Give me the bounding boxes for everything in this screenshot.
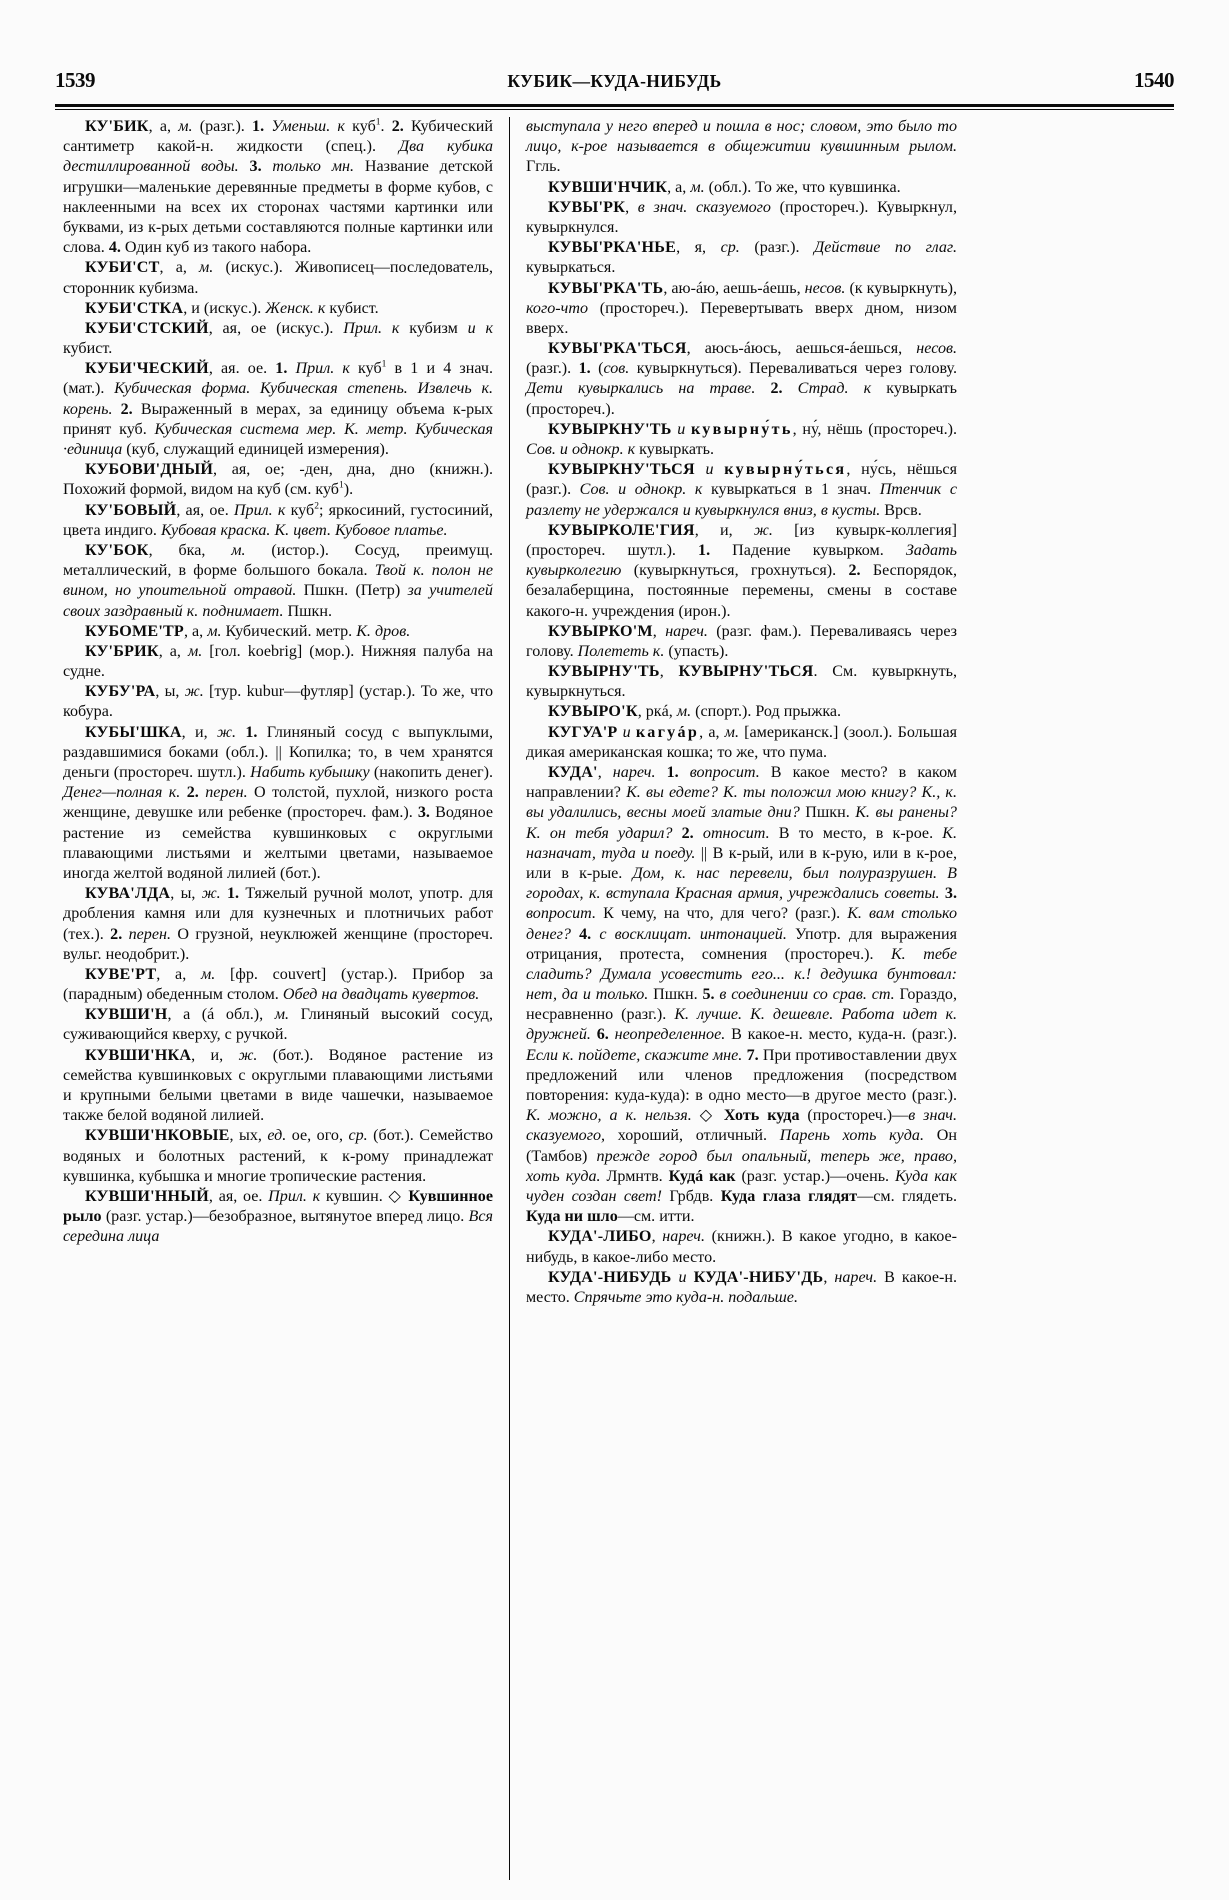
dictionary-entry: КУВШИ'НКА, и, ж. (бот.). Водяное растение из семейства кувшинковых с округлыми плавающими листьями и крупными белыми цветами в виде чашечки, называемое также белой водяной лилией. xyxy=(63,1046,493,1125)
dictionary-entry: КУВЫРО'К, ркá, м. (спорт.). Род прыжка. xyxy=(548,703,842,721)
dictionary-entry: КУВЫРКНУ'ТЬСЯ и кувырну́ться, ну́сь, нёшься (разг.). Сов. и однокр. к кувыркаться в 1 знач. Птенчик с разлету не удержался и кувыркнулся вниз, в кусты. Врсв. xyxy=(526,461,958,519)
header-rule-thin xyxy=(55,109,1174,110)
dictionary-entry: КУ'БРИК, а, м. [гол. koebrig] (мор.). Нижняя палуба на судне. xyxy=(63,642,493,681)
dictionary-entry: КУВЫРНУ'ТЬ, КУВЫРНУ'ТЬСЯ. См. кувыркнуть, кувыркнуться. xyxy=(526,663,958,701)
dictionary-entry: КУБУ'РА, ы, ж. [тур. kubur—футляр] (устар.). То же, что кобура. xyxy=(63,683,493,721)
folio-right: 1540 xyxy=(1133,68,1174,92)
running-head xyxy=(55,68,1174,102)
dictionary-entry: КУВЫ'РКА'НЬЕ, я, ср. (разг.). Действие по глаг. кувыркаться. xyxy=(526,239,957,277)
column-right xyxy=(510,117,965,1880)
dictionary-entry: КУВЫ'РК, в знач. сказуемого (простореч.). Кувыркнул, кувыркнулся. xyxy=(526,198,957,236)
header-rule-thick xyxy=(55,104,1174,107)
folio-left: 1539 xyxy=(55,68,95,92)
running-title: КУБИК—КУДА-НИБУДЬ xyxy=(507,71,722,91)
dictionary-entry: КУВШИ'ННЫЙ, ая, ое. Прил. к кувшин. ◇ Кувшинное рыло (разг. устар.)—безобразное, вытянутое вперед лицо. Вся середина лица xyxy=(63,1187,493,1246)
dictionary-entry: КУВЫРКО'М, нареч. (разг. фам.). Переваливаясь через голову. Полететь к. (упасть). xyxy=(526,622,958,660)
dictionary-entry: КУБИ'СТСКИЙ, ая, ое (искус.). Прил. к кубизм и к кубист. xyxy=(63,319,494,358)
dictionary-entry: КУВЫ'РКА'ТЬ, аю-áю, аешь-áешь, несов. (к кувыркнуть), кого-что (простореч.). Перевертывать вверх дном, низом вверх. xyxy=(526,279,958,337)
dictionary-entry: КУБИ'СТКА, и (искус.). Женск. к кубист. xyxy=(85,299,379,317)
dictionary-entry: КУВШИ'Н, а (á обл.), м. Глиняный высокий сосуд, суживающийся кверху, с ручкой. xyxy=(63,1006,493,1044)
dictionary-entry: КУВШИ'НЧИК, а, м. (обл.). То же, что кувшинка. xyxy=(548,178,901,196)
dictionary-entry: КУВА'ЛДА, ы, ж. 1. Тяжелый ручной молот, употр. для дробления камня или для кузнечных и плотничьих работ (тех.). 2. перен. О грузной, неуклюжей женщине (простореч. вульг. неодобрит.). xyxy=(63,885,493,963)
dictionary-entry: КУДА', нареч. 1. вопросит. В какое место? в каком направлении? К. вы едете? К. ты положил мою книгу? К., к. вы удалились, весны моей златые дни? Пшкн. К. вы ранены? К. он тебя ударил? 2. относит. В то место, в к-рое. К. назначат, туда и поеду. || В к-рый, или в к-рую, или в к-рое, или в к-рые. Дом, к. нас перевели, был полуразрушен. В городах, к. вступала Красная армия, учреждались советы. 3. вопросит. К чему, на что, для чего? (разг.). К. вам столько денег? 4. с восклицат. интонацией. Употр. для выражения отрицания, протеста, сомнения (простореч.). К. тебе сладить? Думала усовестить его... к.! дедушка бунтовал: нет, да и только. Пшкн. 5. в соединении со срав. ст. Гораздо, несравненно (разг.). К. лучше. К. дешевле. Работа идет к. дружней. 6. неопределенное. В какое-н. место, куда-н. (разг.). Если к. пойдете, скажите мне. 7. При противоставлении двух предложений или членов предложения (посредством повторения: куда-куда): в одно место—в другое место (разг.). К. можно, а к. нельзя. ◇ Хоть куда (простореч.)—в знач. сказуемого, хороший, отличный. Парень хоть куда. Он (Тамбов) прежде город был опальный, теперь же, право, хоть куда. Лрмнтв. Кудá как (разг. устар.)—очень. Куда как чуден создан свет! Грбдв. Куда глаза глядят—см. глядеть. Куда ни шло—см. итти. xyxy=(526,764,958,1226)
dictionary-entry: КУБОМЕ'ТР, а, м. Кубический. метр. К. дров. xyxy=(85,622,411,640)
header-rule xyxy=(55,104,1174,110)
dictionary-entry: КУВЫ'РКА'ТЬСЯ, аюсь-áюсь, аешься-áешься, несов. (разг.). 1. (сов. кувыркнуться). Переваливаться через голову. Дети кувыркались на траве. 2. Страд. к кувыркать (простореч.). xyxy=(526,340,958,418)
dictionary-entry: КУ'БОК, бка, м. (истор.). Сосуд, преимущ. металлический, в форме большого бокала. Твой к. полон не вином, но упоительной отравой. Пшкн. (Петр) за учителей своих заздравный к. поднимает. Пшкн. xyxy=(63,541,493,620)
dictionary-entry: КУДА'-ЛИБО, нареч. (книжн.). В какое угодно, в какое-нибудь, в какое-либо место. xyxy=(526,1228,958,1266)
dictionary-entry: КУБОВИ'ДНЫЙ, ая, ое; -ден, дна, дно (книжн.). Похожий формой, видом на куб (см. куб$^1$). xyxy=(63,461,493,499)
dictionary-entry: КУБИ'СТ, а, м. (искус.). Живописец—последователь, сторонник кубизма. xyxy=(63,259,493,297)
column-container xyxy=(55,117,1174,1880)
dictionary-entry: КУГУА'Р и кагуáр, а, м. [американск.] (зоол.). Большая дикая американская кошка; то же, что пума. xyxy=(526,723,957,761)
dictionary-entry: КУБИ'ЧЕСКИЙ, ая. ое. 1. Прил. к куб$^1$ в 1 и 4 знач. (мат.). Кубическая форма. Кубическая степень. Извлечь к. корень. 2. Выраженный в мерах, за единицу объема к-рых принят куб. Кубическая система мер. К. метр. Кубическая ·единица (куб, служащий единицей измерения). xyxy=(63,359,493,458)
dictionary-entry: КУВШИ'НКОВЫЕ, ых, ед. ое, ого, ср. (бот.). Семейство водяных и болотных растений, к к-рому принадлежат кувшинка, кубышка и многие тропические растения. xyxy=(63,1127,493,1185)
dictionary-entry: КУВЫРКОЛЕ'ГИЯ, и, ж. [из кувырк-коллегия] (простореч. шутл.). 1. Падение кувырком. Задать кувырколегию (кувыркнуться, грохнуться). 2. Беспорядок, безалаберщина, постоянные перемены, смены в составе какого-н. учреждения (ирон.). xyxy=(526,521,957,620)
column-left xyxy=(55,117,510,1880)
entry-list-right xyxy=(526,117,957,1308)
dictionary-entry: КУВЫРКНУ'ТЬ и кувырну́ть, ну́, нёшь (простореч.). Сов. и однокр. к кувыркать. xyxy=(526,420,957,458)
dictionary-entry: КУВЕ'РТ, а, м. [фр. couvert] (устар.). Прибор за (парадным) обеденным столом. Обед на двадцать кувертов. xyxy=(63,965,493,1004)
entry-list-left xyxy=(63,117,493,1248)
dictionary-entry: КУ'БОВЫЙ, ая, ое. Прил. к куб$^2$; яркосиний, густосиний, цвета индиго. Кубовая краска. К. цвет. Кубовое платье. xyxy=(63,501,494,539)
entry-continuation: выступала у него вперед и пошла в нос; словом, это было то лицо, к-рое называется в общежитии кувшинным рылом. Ггль. xyxy=(526,118,957,176)
dictionary-entry: КУ'БИК, а, м. (разг.). 1. Уменьш. к куб$^1$. 2. Кубический сантиметр какой-н. жидкости (спец.). Два кубика дестиллированной воды. 3. только мн. Название детской игрушки—маленькие деревянные предметы в форме кубов, с наклеенными на всех их сторонах частями картинки или буквами, из к-рых детьми составляются полные картинки или слова. 4. Один куб из такого набора. xyxy=(63,117,494,257)
dictionary-entry: КУБЫ'ШКА, и, ж. 1. Глиняный сосуд с выпуклыми, раздавшимися боками (обл.). || Копилка; то, в чем хранятся деньги (простореч. шутл.). Набить кубышку (накопить денег). Денег—полная к. 2. перен. О толстой, пухлой, низкого роста женщине, девушке или ребенке (простореч. фам.). 3. Водяное растение из семейства кувшинковых с округлыми плавающими листьями и желтыми цветами, называемое иногда желтой водяной лилией (бот.). xyxy=(63,723,493,882)
dictionary-entry: КУДА'-НИБУДЬ и КУДА'-НИБУ'ДЬ, нареч. В какое-н. место. Спрячьте это куда-н. подальше. xyxy=(526,1268,957,1306)
